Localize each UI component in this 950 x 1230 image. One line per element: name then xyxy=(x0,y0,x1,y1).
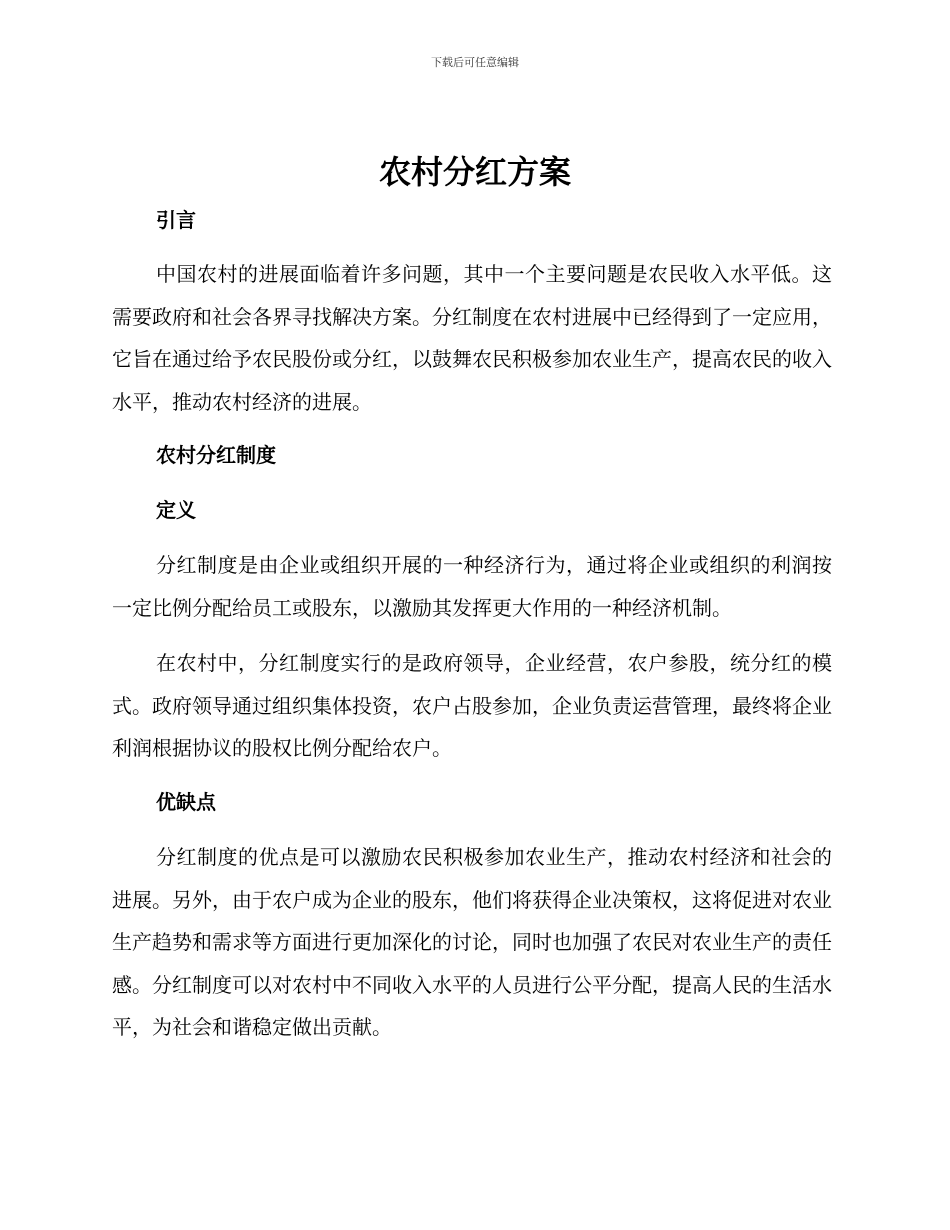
page-header: 下载后可任意编辑 xyxy=(431,56,519,69)
section-heading-pros-cons: 优缺点 xyxy=(156,790,216,814)
paragraph-definition-1: 分红制度是由企业或组织开展的一种经济行为，通过将企业或组织的利润按一定比例分配给员工或股东，以激励其发挥更大作用的一种经济机制。 xyxy=(112,553,832,620)
section-heading-definition: 定义 xyxy=(156,498,196,522)
paragraph-introduction: 中国农村的进展面临着许多问题，其中一个主要问题是农民收入水平低。这需要政府和社会各界寻找解决方案。分红制度在农村进展中已经得到了一定应用，它旨在通过给予农民股份或分红，以鼓舞农民积极参加农业生产，提高农民的收入水平，推动农村经济的进展。 xyxy=(112,262,832,414)
paragraph-pros-cons: 分红制度的优点是可以激励农民积极参加农业生产，推动农村经济和社会的进展。另外，由于农户成为企业的股东，他们将获得企业决策权，这将促进对农业生产趋势和需求等方面进行更加深化的讨论，同时也加强了农民对农业生产的责任感。分红制度可以对农村中不同收入水平的人员进行公平分配，提高人民的生活水平，为社会和谐稳定做出贡献。 xyxy=(112,845,832,1039)
section-heading-dividend-system: 农村分红制度 xyxy=(156,443,276,467)
document-title: 农村分红方案 xyxy=(378,153,571,191)
section-heading-introduction: 引言 xyxy=(156,208,196,232)
paragraph-definition-2: 在农村中，分红制度实行的是政府领导，企业经营，农户参股，统分红的模式。政府领导通过组织集体投资，农户占股参加，企业负责运营管理，最终将企业利润根据协议的股权比例分配给农户。 xyxy=(112,651,832,760)
